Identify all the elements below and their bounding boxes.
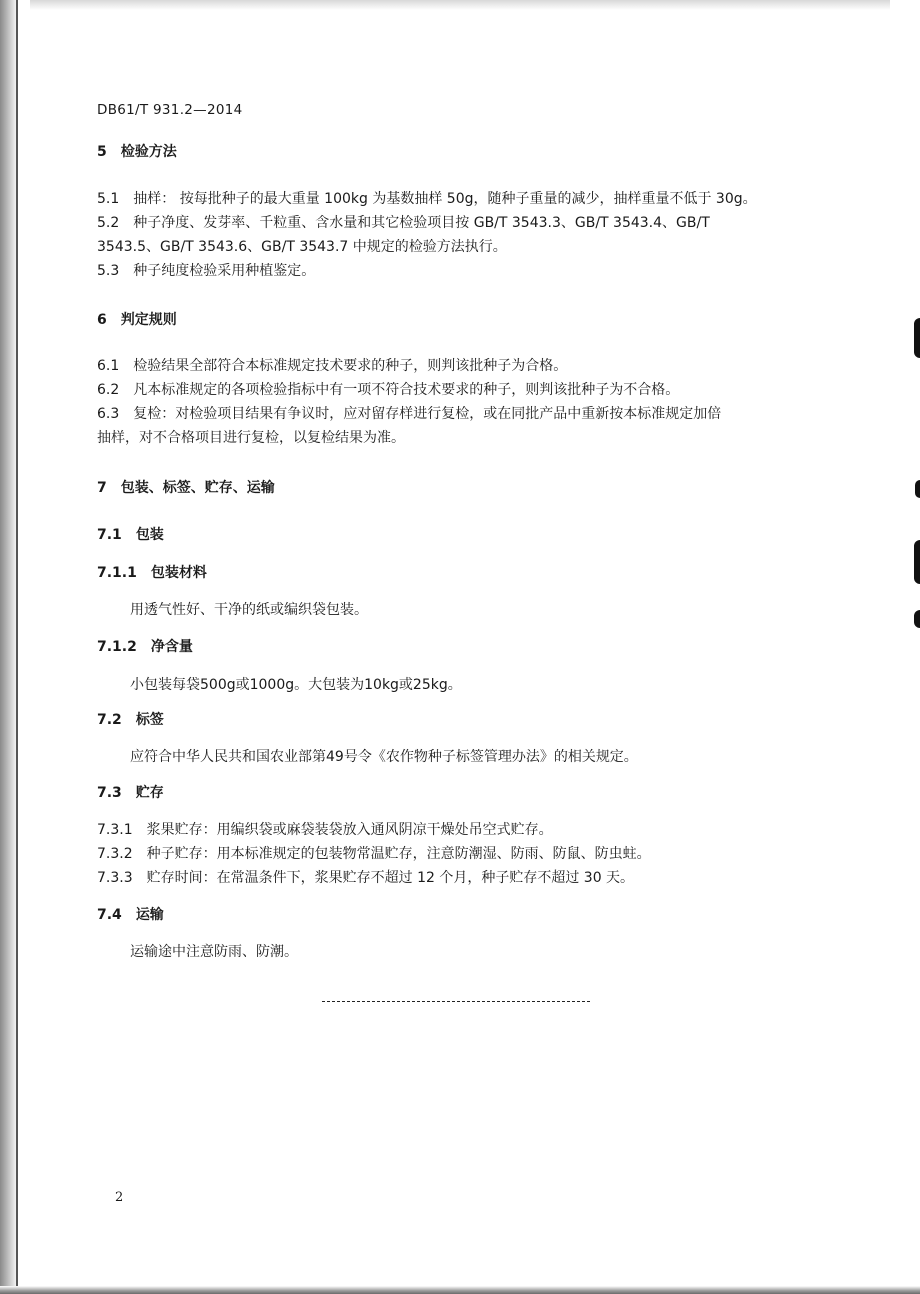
subsection-heading: 7.2 标签 xyxy=(97,712,164,728)
clause-text: 运输途中注意防雨、防潮。 xyxy=(130,944,298,960)
subsection-heading: 7.1.1 包装材料 xyxy=(97,565,207,581)
section-heading: 7 包装、标签、贮存、运输 xyxy=(97,480,275,496)
scan-top-shadow xyxy=(30,0,890,10)
scan-left-edge xyxy=(16,0,18,1294)
section-heading: 5 检验方法 xyxy=(97,144,177,160)
subsection-heading: 7.1.2 净含量 xyxy=(97,639,193,655)
clause-text: 应符合中华人民共和国农业部第49号令《农作物种子标签管理办法》的相关规定。 xyxy=(130,749,638,765)
document-code: DB61/T 931.2—2014 xyxy=(97,102,243,118)
binding-mark xyxy=(915,480,920,498)
clause-6-2: 6.2 凡本标准规定的各项检验指标中有一项不符合技术要求的种子，则判该批种子为不合格。 xyxy=(97,382,680,398)
subsection-heading: 7.3 贮存 xyxy=(97,785,164,801)
section-heading: 6 判定规则 xyxy=(97,312,177,328)
subsection-heading: 7.4 运输 xyxy=(97,907,164,923)
binding-mark xyxy=(914,610,920,628)
clause-7-3-2: 7.3.2 种子贮存：用本标准规定的包装物常温贮存，注意防潮湿、防雨、防鼠、防虫蛀。 xyxy=(97,846,651,862)
clause-6-3: 6.3 复检：对检验项目结果有争议时，应对留存样进行复检，或在同批产品中重新按本标准规定加倍 xyxy=(97,406,722,422)
scan-bottom-shadow xyxy=(0,1286,920,1294)
binding-mark xyxy=(914,540,920,584)
clause-7-3-3: 7.3.3 贮存时间：在常温条件下，浆果贮存不超过 12 个月，种子贮存不超过 30 天。 xyxy=(97,870,635,886)
end-of-document-rule xyxy=(322,1001,590,1002)
clause-5-1: 5.1 抽样： 按每批种子的最大重量 100kg 为基数抽样 50g，随种子重量的减少，抽样重量不低于 30g。 xyxy=(97,191,757,207)
clause-5-3: 5.3 种子纯度检验采用种植鉴定。 xyxy=(97,263,316,279)
clause-7-3-1: 7.3.1 浆果贮存：用编织袋或麻袋装袋放入通风阴凉干燥处吊空式贮存。 xyxy=(97,822,553,838)
binding-mark xyxy=(914,318,920,358)
clause-6-1: 6.1 检验结果全部符合本标准规定技术要求的种子，则判该批种子为合格。 xyxy=(97,358,568,374)
clause-6-3-continued: 抽样，对不合格项目进行复检，以复检结果为准。 xyxy=(97,430,405,446)
subsection-heading: 7.1 包装 xyxy=(97,527,164,543)
clause-text: 用透气性好、干净的纸或编织袋包装。 xyxy=(130,602,368,618)
clause-5-2: 5.2 种子净度、发芽率、千粒重、含水量和其它检验项目按 GB/T 3543.3、GB/T 3543.4、GB/T xyxy=(97,215,710,231)
page-number: 2 xyxy=(115,1190,124,1205)
clause-text: 小包装每袋500g或1000g。大包装为10kg或25kg。 xyxy=(130,677,462,693)
clause-5-2-continued: 3543.5、GB/T 3543.6、GB/T 3543.7 中规定的检验方法执行。 xyxy=(97,239,507,255)
